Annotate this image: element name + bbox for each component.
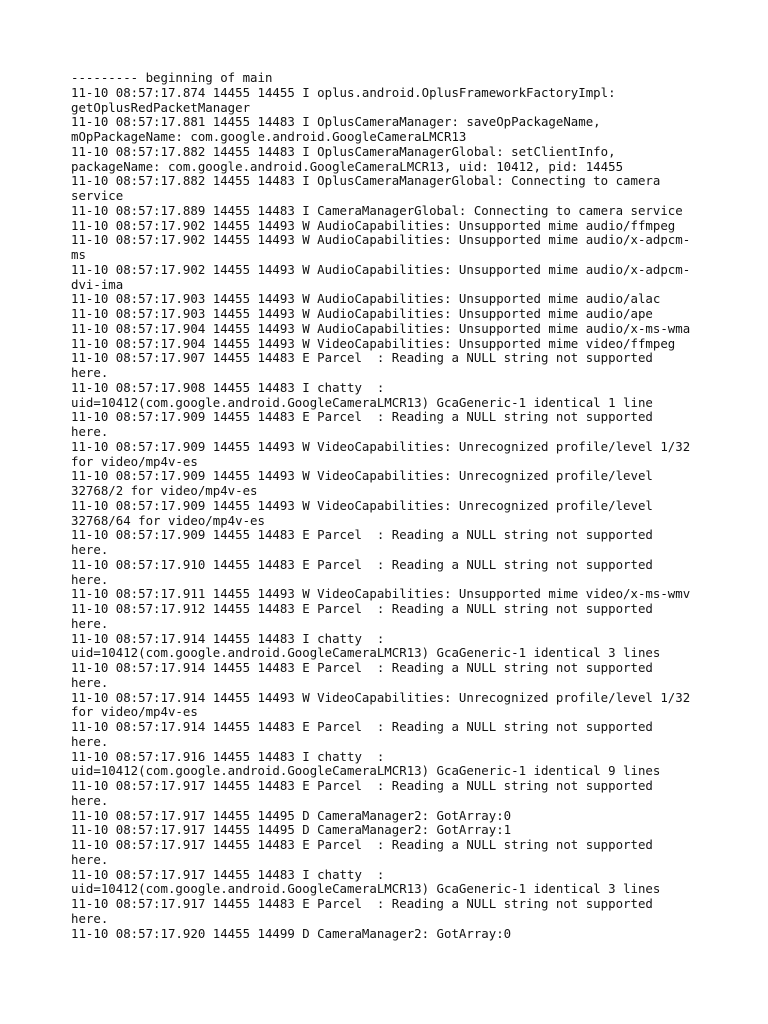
log-line: uid=10412(com.google.android.GoogleCameraLMCR13) GcaGeneric-1 identical 1 line bbox=[71, 394, 653, 410]
log-line: packageName: com.google.android.GoogleCameraLMCR13, uid: 10412, pid: 14455 bbox=[71, 158, 624, 174]
log-line: here. bbox=[71, 571, 109, 587]
log-line: --------- beginning of main bbox=[71, 70, 273, 85]
log-line: ms bbox=[71, 247, 86, 262]
log-line: here. bbox=[71, 851, 109, 867]
log-line: here. bbox=[71, 365, 109, 380]
log-line: here. bbox=[71, 674, 109, 690]
log-line: here. bbox=[71, 733, 109, 749]
log-line: 11-10 08:57:17.920 14455 14499 D CameraManager2: GotArray:0 bbox=[71, 925, 512, 941]
log-line: 11-10 08:57:17.914 14455 14483 E Parcel : Reading a NULL string not supported bbox=[71, 660, 653, 675]
log-line: 11-10 08:57:17.917 14455 14495 D CameraManager2: GotArray:1 bbox=[71, 822, 512, 838]
log-line: 11-10 08:57:17.902 14455 14493 W AudioCapabilities: Unsupported mime audio/x-adpcm- bbox=[71, 232, 691, 248]
log-line: 11-10 08:57:17.917 14455 14483 E Parcel : Reading a NULL string not supported bbox=[71, 896, 653, 911]
log-line: 11-10 08:57:17.881 14455 14483 I OplusCameraManager: saveOpPackageName, bbox=[71, 114, 601, 130]
log-line: 11-10 08:57:17.909 14455 14493 W VideoCapabilities: Unrecognized profile/level bbox=[71, 468, 653, 484]
log-line: here. bbox=[71, 910, 109, 926]
log-line: 11-10 08:57:17.909 14455 14483 E Parcel : Reading a NULL string not supported bbox=[71, 527, 653, 543]
log-line: 11-10 08:57:17.882 14455 14483 I OplusCameraManagerGlobal: Connecting to camera bbox=[71, 173, 661, 189]
log-line: 11-10 08:57:17.909 14455 14483 E Parcel : Reading a NULL string not supported bbox=[71, 409, 653, 425]
log-line: 11-10 08:57:17.917 14455 14483 I chatty : bbox=[71, 866, 385, 882]
log-line: mOpPackageName: com.google.android.GoogleCameraLMCR13 bbox=[71, 129, 467, 144]
log-line: 11-10 08:57:17.904 14455 14493 W VideoCapabilities: Unsupported mime video/ffmpeg bbox=[71, 335, 676, 351]
log-line: 11-10 08:57:17.911 14455 14493 W VideoCapabilities: Unsupported mime video/x-ms-wmv bbox=[71, 586, 691, 602]
log-line: 11-10 08:57:17.909 14455 14493 W VideoCapabilities: Unrecognized profile/level bbox=[71, 497, 653, 513]
log-line: here. bbox=[71, 615, 109, 631]
log-line: 11-10 08:57:17.909 14455 14493 W VideoCapabilities: Unrecognized profile/level 1/32 bbox=[71, 438, 691, 454]
log-line: 11-10 08:57:17.916 14455 14483 I chatty : bbox=[71, 748, 385, 764]
log-line: here. bbox=[71, 424, 109, 439]
log-line: 11-10 08:57:17.910 14455 14483 E Parcel : Reading a NULL string not supported bbox=[71, 556, 653, 572]
log-line: uid=10412(com.google.android.GoogleCameraLMCR13) GcaGeneric-1 identical 3 lines bbox=[71, 881, 661, 897]
log-line: 11-10 08:57:17.874 14455 14455 I oplus.android.OplusFrameworkFactoryImpl: bbox=[71, 84, 616, 100]
log-line: dvi-ima bbox=[71, 276, 124, 292]
log-line: 11-10 08:57:17.914 14455 14483 I chatty : bbox=[71, 630, 385, 646]
log-line: 11-10 08:57:17.914 14455 14493 W VideoCapabilities: Unrecognized profile/level 1/32 bbox=[71, 689, 691, 705]
log-line: 11-10 08:57:17.912 14455 14483 E Parcel : Reading a NULL string not supported bbox=[71, 601, 653, 616]
log-line: 11-10 08:57:17.889 14455 14483 I CameraManagerGlobal: Connecting to camera service bbox=[71, 202, 683, 218]
log-line: for video/mp4v-es bbox=[71, 453, 198, 469]
log-line: 11-10 08:57:17.914 14455 14483 E Parcel : Reading a NULL string not supported bbox=[71, 719, 653, 734]
log-line: 11-10 08:57:17.904 14455 14493 W AudioCapabilities: Unsupported mime audio/x-ms-wma bbox=[71, 320, 691, 336]
log-line: here. bbox=[71, 542, 109, 557]
log-line: 11-10 08:57:17.903 14455 14493 W AudioCapabilities: Unsupported mime audio/ape bbox=[71, 306, 653, 321]
log-line: here. bbox=[71, 792, 109, 808]
log-line: service bbox=[71, 188, 124, 203]
log-line: 11-10 08:57:17.917 14455 14495 D CameraManager2: GotArray:0 bbox=[71, 807, 512, 823]
log-line: uid=10412(com.google.android.GoogleCameraLMCR13) GcaGeneric-1 identical 9 lines bbox=[71, 763, 661, 779]
log-line: 11-10 08:57:17.907 14455 14483 E Parcel : Reading a NULL string not supported bbox=[71, 350, 653, 366]
document-page bbox=[71, 71, 711, 941]
log-line: 32768/64 for video/mp4v-es bbox=[71, 512, 265, 528]
log-line: 11-10 08:57:17.903 14455 14493 W AudioCapabilities: Unsupported mime audio/alac bbox=[71, 291, 661, 307]
log-line: 11-10 08:57:17.908 14455 14483 I chatty : bbox=[71, 379, 385, 395]
log-line: uid=10412(com.google.android.GoogleCameraLMCR13) GcaGeneric-1 identical 3 lines bbox=[71, 645, 661, 661]
log-text bbox=[71, 71, 711, 941]
log-line: 32768/2 for video/mp4v-es bbox=[71, 483, 258, 498]
log-line: 11-10 08:57:17.902 14455 14493 W AudioCapabilities: Unsupported mime audio/ffmpeg bbox=[71, 217, 676, 233]
log-line: 11-10 08:57:17.917 14455 14483 E Parcel : Reading a NULL string not supported bbox=[71, 778, 653, 793]
log-line: 11-10 08:57:17.902 14455 14493 W AudioCapabilities: Unsupported mime audio/x-adpcm- bbox=[71, 261, 691, 277]
log-line: 11-10 08:57:17.882 14455 14483 I OplusCameraManagerGlobal: setClientInfo, bbox=[71, 143, 616, 159]
log-line: for video/mp4v-es bbox=[71, 704, 198, 720]
log-line: 11-10 08:57:17.917 14455 14483 E Parcel : Reading a NULL string not supported bbox=[71, 837, 653, 852]
log-line: getOplusRedPacketManager bbox=[71, 99, 251, 115]
